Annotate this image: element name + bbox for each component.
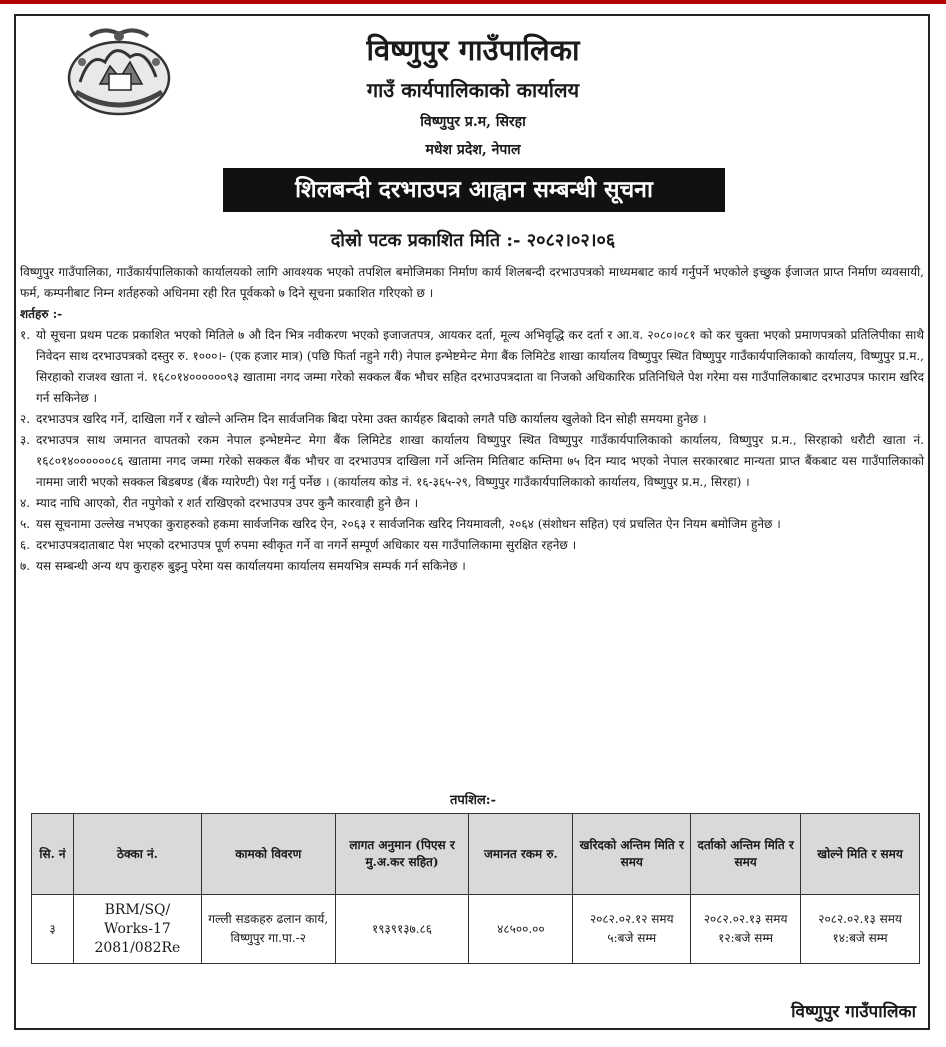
notice-body (20, 262, 924, 577)
intro-paragraph: विष्णुपुर गाउँपालिका, गाउँकार्यपालिकाको कार्यालयको लागि आवश्यक भएको तपशिल बमोजिमका निर्माण कार्य शिलबन्दी दरभाउपत्रको माध्यमबाट कार्य गर्नुपर्ने भएकोले इच्छुक ईजाजत प्राप्त निर्माण व्यवसायी, फर्म, कम्पनीबाट निम्न शर्तहरुको अधिनमा रही रित पूर्वकको ७ दिने सूचना प्रकाशित गरिएको छ । (20, 265, 924, 300)
column-header: कामको विवरण (201, 814, 335, 895)
top-accent-line (0, 0, 946, 4)
cell-bid-security: ४८५००.०० (469, 895, 573, 964)
table-title: तपशिल:- (449, 793, 496, 808)
column-header: दर्ताको अन्तिम मिति र समय (691, 814, 801, 895)
signature: विष्णुपुर गाउँपालिका (791, 1002, 916, 1022)
condition-item: ७. यस सम्बन्धी अन्य थप कुराहरु बुझ्नु परेमा यस कार्यालयमा कार्यालय समयभित्र सम्पर्क गर्न सकिनेछ । (20, 559, 466, 573)
office-address-line-2: मधेश प्रदेश, नेपाल (425, 142, 521, 158)
cell-purchase-deadline: २०८२.०२.१२ समय ५:बजे सम्म (573, 895, 691, 964)
column-header: सि. नं (32, 814, 74, 895)
condition-item: ३. दरभाउपत्र साथ जमानत वापतको रकम नेपाल इन्भेष्टमेन्ट मेगा बैंक लिमिटेड शाखा कार्यालय विष्णुपुर स्थित विष्णुपुर गाउँकार्यपालिकाको कार्यालय, विष्णुपुर प्र.म., सिरहाको धरौटी खाता नं. १६८०१४००००००८६ खातामा नगद जम्मा गरेको सक्कल बैंक भौचर वा दरभाउपत्र दाखिला गर्ने अन्तिम मितिबाट कम्तिमा ७५ दिन म्याद भएको नेपाल सरकारबाट मान्यता प्राप्त बैंकबाट यस गाउँपालिकाको नाममा जारी भएको सक्कल बिडबण्ड (बैंक ग्यारेण्टी) पेश गर्नु पर्नेछ । (कार्यालय कोड नं. १६-३६५-२९, विष्णुपुर गाउँकार्यपालिकाको कार्यालय, विष्णुपुर प्र.म., सिरहा) । (20, 433, 924, 489)
notice-title: शिलबन्दी दरभाउपत्र आह्वान सम्बन्धी सूचना (223, 168, 725, 212)
office-subtitle: गाउँ कार्यपालिकाको कार्यालय (366, 78, 580, 102)
cell-contract-no: BRM/SQ/ Works-17 2081/082Re (73, 895, 201, 964)
column-header: ठेक्का नं. (73, 814, 201, 895)
condition-item: ४. म्याद नाघि आएको, रीत नपुगेको र शर्त राखिएको दरभाउपत्र उपर कुनै कारवाही हुने छैन । (20, 496, 419, 510)
condition-item: १. यो सूचना प्रथम पटक प्रकाशित भएको मितिले ७ औ दिन भित्र नवीकरण भएको इजाजतपत्र, आयकर दर्ता, मूल्य अभिवृद्धि कर दर्ता र आ.व. २०८०।०८१ को कर चुक्ता भएको प्रमाणपत्रको प्रतिलिपीका साथै निवेदन साथ दरभाउपत्रको दस्तुर रु. १०००।- (एक हजार मात्र) (पछि फिर्ता नहुने गरी) नेपाल इन्भेष्टमेन्ट मेगा बैंक लिमिटेड शाखा कार्यालय विष्णुपुर स्थित विष्णुपुर गाउँकार्यपालिकाको कार्यालय, विष्णुपुर प्र.म., सिरहाको राजश्व खाता नं. १६८०१४००००००९३ खातामा नगद जम्मा गरेको सक्कल बैंक भौचर सहित दरभाउपत्रदाता वा निजको अधिकारिक प्रतिनिधिले पेश गरेमा यस गाउँपालिकाबाट दरभाउपत्र फाराम खरिद गर्न सकिनेछ । (20, 328, 924, 405)
cell-sn: ३ (32, 895, 74, 964)
column-header: जमानत रकम रु. (469, 814, 573, 895)
cell-description: गल्ली सडकहरु ढलान कार्य, विष्णुपुर गा.पा.-२ (201, 895, 335, 964)
condition-item: ५. यस सूचनामा उल्लेख नभएका कुराहरुको हकमा सार्वजनिक खरिद ऐन, २०६३ र सार्वजनिक खरिद नियमावली, २०६४ (संशोधन सहित) एवं प्रचलित ऐन नियम बमोजिम हुनेछ । (20, 517, 781, 531)
conditions-heading: शर्तहरु :- (20, 307, 63, 321)
cell-registration-deadline: २०८२.०२.१३ समय १२:बजे सम्म (691, 895, 801, 964)
cell-opening-datetime: २०८२.०२.१३ समय १४:बजे सम्म (801, 895, 920, 964)
column-header: खोल्ने मिति र समय (801, 814, 920, 895)
office-name: विष्णुपुर गाउँपालिका (366, 33, 580, 67)
condition-item: ६. दरभाउपत्रदाताबाट पेश भएको दरभाउपत्र पूर्ण रुपमा स्वीकृत गर्ने वा नगर्ने सम्पूर्ण अधिकार यस गाउँपालिकामा सुरक्षित रहनेछ । (20, 538, 577, 552)
column-header: खरिदको अन्तिम मिति र समय (573, 814, 691, 895)
table-header-row (32, 814, 920, 895)
cell-cost-estimate: १९३९१३७.८६ (335, 895, 469, 964)
publish-date: दोस्रो पटक प्रकाशित मिति :- २०८२।०२।०६ (330, 230, 616, 251)
table-row (32, 895, 920, 964)
office-address-line-1: विष्णुपुर प्र.म, सिरहा (420, 114, 526, 130)
conditions-list (20, 325, 924, 577)
tender-table (31, 813, 920, 964)
column-header: लागत अनुमान (पिएस र मु.अ.कर सहित) (335, 814, 469, 895)
condition-item: २. दरभाउपत्र खरिद गर्ने, दाखिला गर्ने र खोल्ने अन्तिम दिन सार्वजनिक बिदा परेमा उक्त कार्यहरु बिदाको लगतै पछि कार्यालय खुलेको दिन सोही समयमा हुनेछ । (20, 412, 707, 426)
